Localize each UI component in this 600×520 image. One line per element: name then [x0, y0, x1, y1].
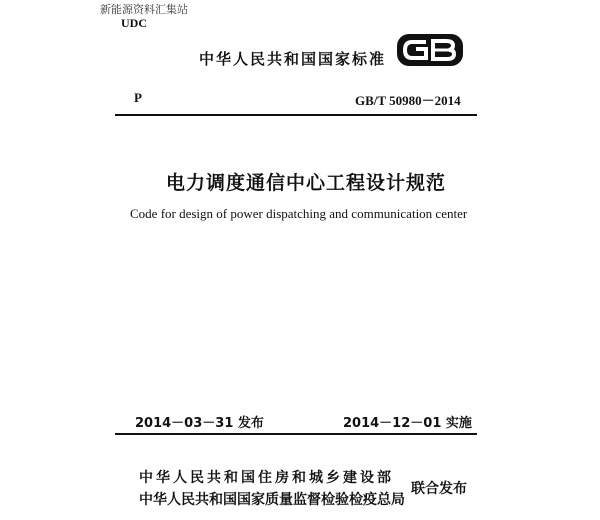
- watermark-text: 新能源资料汇集站: [100, 3, 188, 16]
- gb-logo-icon: [396, 33, 464, 67]
- effective-date: 2014－12－01 实施: [343, 416, 472, 431]
- document-title-english: Code for design of power dispatching and communication center: [130, 206, 468, 221]
- national-standard-title: 中华人民共和国国家标准: [199, 50, 387, 68]
- issue-date: 2014－03－31 发布: [135, 416, 264, 431]
- issuer-quality-administration: 中华人民共和国国家质量监督检验检疫总局: [139, 492, 405, 508]
- standard-number: GB/T 50980－2014: [355, 93, 461, 108]
- udc-label: UDC: [121, 16, 147, 30]
- issuer-ministry-housing: 中华人民共和国住房和城乡建设部: [139, 470, 394, 486]
- document-title-chinese: 电力调度通信中心工程设计规范: [166, 172, 447, 194]
- footer-divider: [115, 433, 477, 435]
- header-divider: [115, 114, 477, 116]
- joint-release-label: 联合发布: [411, 481, 467, 497]
- classification-letter: P: [134, 90, 142, 105]
